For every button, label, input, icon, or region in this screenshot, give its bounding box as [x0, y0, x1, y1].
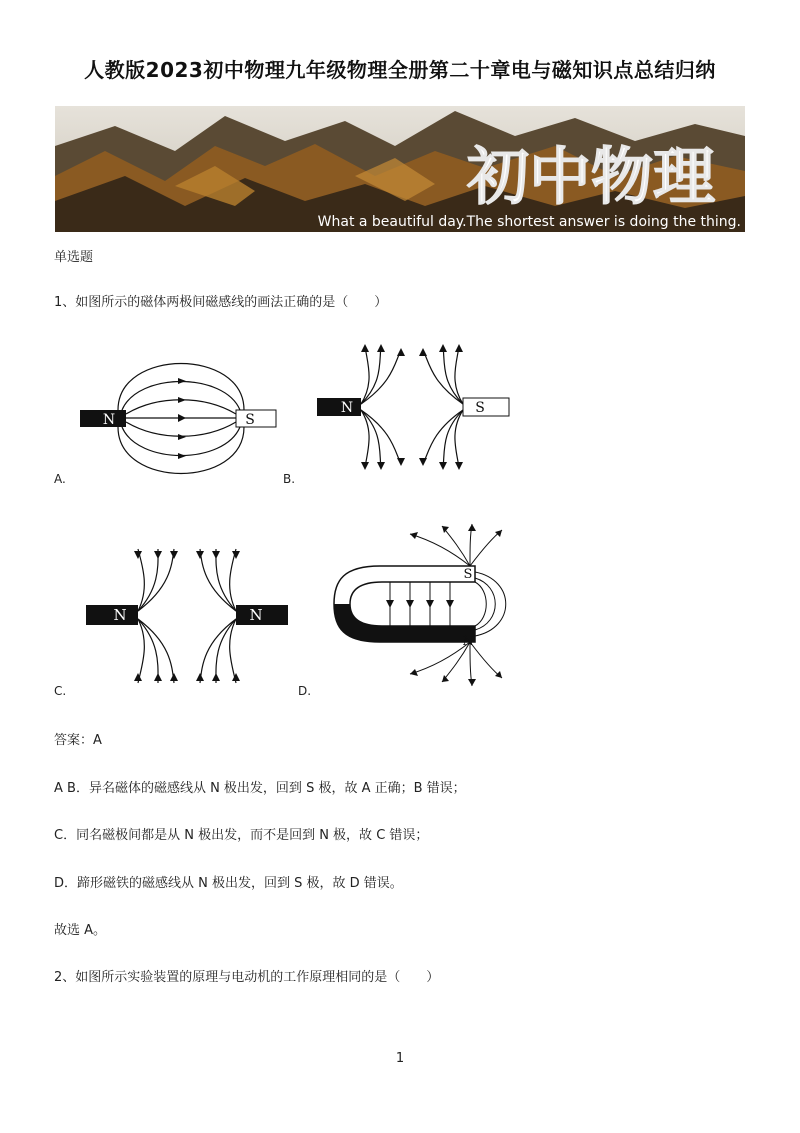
answer-line: 答案：A	[54, 733, 102, 748]
banner-image	[55, 106, 745, 232]
figure-c	[84, 545, 294, 687]
option-c-label: C.	[54, 684, 67, 698]
explanation-3: D．蹄形磁铁的磁感线从 N 极出发，回到 S 极，故 D 错误。	[54, 876, 403, 891]
figure-d	[330, 520, 530, 692]
question-2-stem: 2、如图所示实验装置的原理与电动机的工作原理相同的是（ ）	[54, 970, 440, 985]
option-b-label: B.	[283, 472, 296, 486]
option-d-label: D.	[298, 684, 312, 698]
figure-b	[315, 342, 515, 472]
svg-text:N: N	[462, 634, 474, 649]
svg-text:N: N	[102, 412, 116, 428]
svg-text:N: N	[340, 400, 354, 416]
svg-text:N: N	[113, 606, 127, 624]
svg-text:S: S	[245, 412, 255, 428]
banner-slogan: What a beautiful day.The shortest answer is doing the thing.	[317, 214, 741, 230]
page-number: 1	[395, 1051, 405, 1066]
document-title: 人教版2023初中物理九年级物理全册第二十章电与磁知识点总结归纳	[84, 58, 716, 82]
banner-calligraphy: 初中物理	[467, 140, 716, 213]
svg-text:S: S	[463, 567, 473, 582]
explanation-2: C．同名磁极间都是从 N 极出发，而不是回到 N 极，故 C 错误；	[54, 828, 429, 843]
svg-text:S: S	[475, 400, 485, 416]
figure-a	[78, 350, 278, 475]
conclusion: 故选 A。	[54, 923, 107, 938]
svg-text:N: N	[249, 606, 263, 624]
section-label: 单选题	[54, 250, 94, 265]
option-a-label: A.	[54, 472, 66, 486]
question-1-stem: 1、如图所示的磁体两极间磁感线的画法正确的是（ ）	[54, 295, 388, 310]
explanation-1: A B．异名磁体的磁感线从 N 极出发，回到 S 极，故 A 正确；B 错误；	[54, 781, 466, 796]
